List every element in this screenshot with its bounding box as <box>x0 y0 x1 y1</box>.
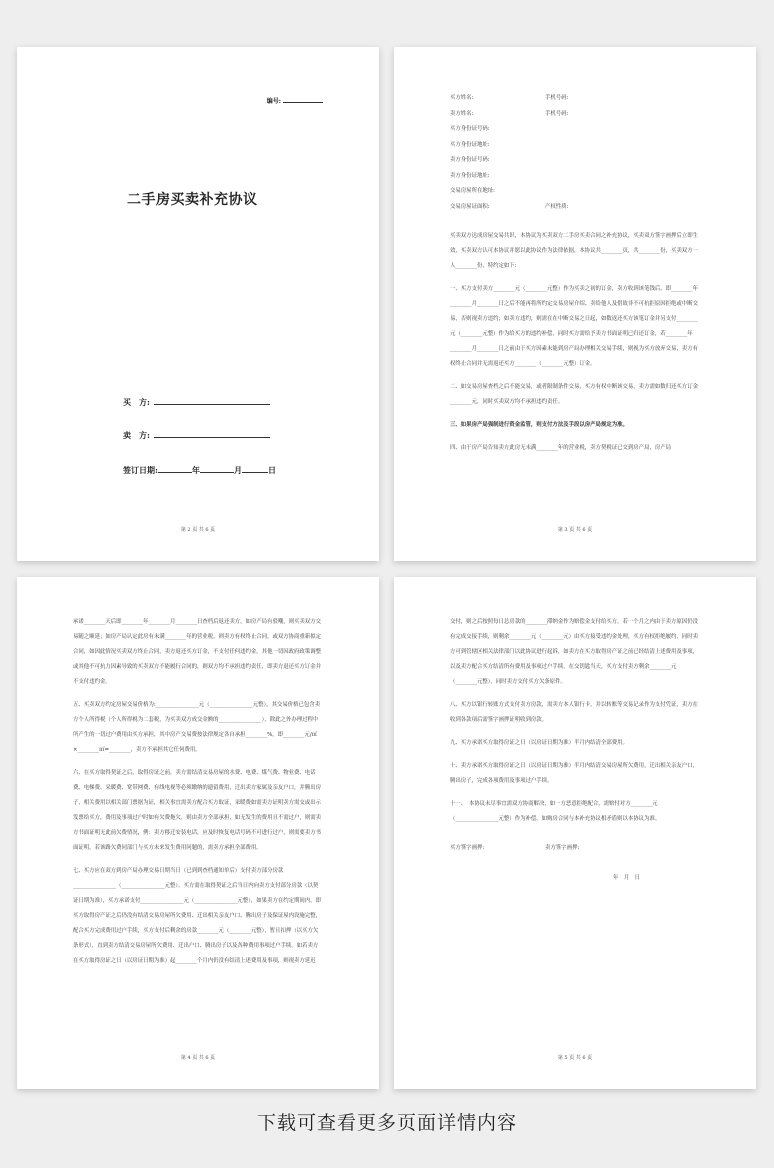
spacer <box>450 410 700 418</box>
month-label: 月 <box>233 465 242 475</box>
clause-7-continued: 交付，则之后按照每日总房款的________滞纳金作为赔偿金支付给买方，若一个月之内由于卖方原因仍没有完成交接手续，则剩余________元（________元）由买方接受违约金处理，买方有权拒绝履约，同时卖方可到管辖区相关法律部门以此协议进行起诉，如卖方在买方取得房产证之前已经结清上述费用及事项，以及卖方配合买方结清所有费用及事项过户手续，在交钥匙当天，买方支付卖方剩余________元（________元整），同时卖方交付买方欠条原件。 <box>450 619 698 685</box>
page-footer: 第 3 页 共 6 页 <box>557 527 593 533</box>
buyer-label: 买 方: <box>123 397 150 407</box>
field-right: 手机号码: <box>545 95 569 101</box>
field-right: 手机号码: <box>545 110 569 117</box>
page-content <box>450 91 700 456</box>
number-label: 编号: <box>266 98 281 105</box>
clause-8: 八、买方以银行转账方式支付卖方房款，需卖方本人银行卡，并以转账等交易记录作为支付凭证，卖方在收到各款项后需签字画押证明收到房款。 <box>450 702 698 723</box>
seller-blank <box>154 430 270 438</box>
field-label: 交易房屋证面积: <box>450 203 490 210</box>
number-blank <box>283 95 323 103</box>
spacer <box>450 274 700 282</box>
field-row <box>450 91 700 107</box>
spacer <box>450 215 700 229</box>
clause-11: 十一、 本协议未尽事宜需双方协商解决，如一方恶意拒绝配合，需赔付对方________元（________________元整）作为补偿。如购房合同与本补充协议相矛盾则以本协议为准。 <box>450 801 661 822</box>
sign-date-line <box>123 465 276 476</box>
clause-9: 九、买方承诺买方取得房证之日（以房证日期为准）半月内结清全部费用。 <box>450 740 628 746</box>
page-footer: 第 4 页 共 6 页 <box>180 1055 216 1061</box>
field-label: 卖方身份证地址: <box>450 172 490 179</box>
spacer <box>450 433 700 441</box>
field-label: 买方身份证地址: <box>450 141 490 148</box>
field-label: 买方身份证号码: <box>450 126 490 132</box>
page-4 <box>17 577 379 1089</box>
intro-paragraph: 买卖双方达成房屋交易共识，本协议为买卖双方二手房买卖合同之补充协议，买卖双方签字画押后立即生效，买卖双方认可本协议并愿以此协议作为法律依据，本协议共________页，共________份，买卖双方一人________份，特约定如下: <box>450 233 698 269</box>
page-footer: 第 2 页 共 6 页 <box>180 527 216 533</box>
field-row <box>450 169 700 185</box>
clause-2: 二、如交易房屋查档之后不能交易，或者限制条件交易，买方有权中断该交易，卖方需如数归还买方订金________元，同时买卖双方均不承担违约责任。 <box>450 384 698 405</box>
field-row <box>450 184 700 200</box>
spacer <box>450 372 700 380</box>
year-blank <box>158 465 192 473</box>
field-row <box>450 107 700 123</box>
field-label: 交易房屋所在地址: <box>450 188 495 194</box>
day-blank <box>242 465 268 473</box>
page-footer: 第 5 页 共 6 页 <box>557 1055 593 1061</box>
buyer-line <box>123 397 270 408</box>
field-row <box>450 200 700 216</box>
buyer-blank <box>154 397 270 405</box>
clause-4: 四、由于房产局告知卖方此房无未满________年的营业税，卖方契税证已交到房产局，房产局 <box>450 445 672 451</box>
seller-label: 卖 方: <box>123 430 150 440</box>
signature-date: 年 月 日 <box>613 874 640 881</box>
spacer <box>450 690 700 698</box>
agreement-number <box>267 95 323 105</box>
field-label: 卖方身份证号码: <box>450 157 490 163</box>
spacer <box>450 728 700 736</box>
spacer <box>73 856 323 864</box>
spacer <box>450 827 700 841</box>
spacer <box>450 789 700 797</box>
month-blank <box>200 465 234 473</box>
field-right: 产权性质: <box>545 203 569 210</box>
clause-7: 七、买方应在双方到房产局办理交易日期当日（已到到查档通知单后）支付卖方部分房款________________（________________元整）。买方需在取得契证之后当日内向卖方支付部分房款（以契证日期为准），买方承诺支付________________元（________________元整），如果卖方在约定期间内，即买方取得房产证之后仍没有结清交易房屋所欠费用、迁出相关亲友户口、腾出房子及保证屋内设施完整，配合买方完成费用过户手续，买方支付后剩余的房款________元（________元整），暂且扣押（以买方欠条形式），直到卖方结清交易房屋所欠费用、迁出户口、腾出房子以及各种费用事项过户手续。如若卖方在买方取得房证之日（以房证日期为准）起________个月内仍没有结清上述费用及事项，则视卖方延迟 <box>73 868 321 964</box>
spacer <box>73 758 323 766</box>
year-label: 年 <box>191 465 200 475</box>
page-3 <box>394 47 756 561</box>
seller-line <box>123 430 270 441</box>
field-label: 卖方姓名: <box>450 110 474 117</box>
download-caption: 下载可查看更多页面详情内容 <box>256 1112 517 1134</box>
field-row <box>450 138 700 154</box>
page-content <box>450 615 700 886</box>
clause-4-continued: 承诺________天后即________年________月________日查档后返还卖方，如房产局有驳嘲，则买卖双方交易随之顺延；如房产局认定此房有未满________年的营业税，则卖方有权终止合同，或双方协商重新拟定合同，如因此情况买卖双方终止合同，卖方返还买方订金，不支付任何违约金。其他一切因政府政策调整或其他不可抗力因素导致的买卖双方不能履行合同的，则双方均不承担违约责任，即卖方退还买方订金并不支付违约金。 <box>73 619 321 685</box>
page-5 <box>394 577 756 1089</box>
clause-1: 一、买方支付卖方________元（________元整）作为买卖之初的订金，卖方收到该笔钱后，即________年________月________日之后不能再将所约定交易房屋介绍、卖给他人及借故非不可抗拒原因拒绝或中断交易，否则视卖方违约；如卖方违约，则需在在中断交易之日起，如数返还买方该笔订金并另支付________元（________元整）作为给买方的违约补偿，同时买方需给予卖方书面证明已归还订金，若________年________月________日之前由于买方因素未能到房产局办理相关交易手续，则视为买方放弃交易，卖方有权终止合同并无需返还买方________（________元整）订金。 <box>450 286 698 367</box>
seller-signature-label: 卖方签字画押: <box>545 845 580 851</box>
page-content <box>73 615 323 969</box>
day-label: 日 <box>267 465 276 475</box>
spacer <box>450 751 700 759</box>
spacer <box>73 690 323 698</box>
sign-date-label: 签订日期: <box>123 465 158 475</box>
buyer-signature-label: 买方签字画押: <box>450 845 485 851</box>
page-cover <box>17 47 379 561</box>
field-label: 买方姓名: <box>450 95 474 101</box>
clause-10: 十、卖方承诺买方取得房证之日（以房证日期为准）半月内结清交易房屋所欠费用，迁出相关亲友户口，腾出房子，完成各项费用及事项过户手续。 <box>450 763 698 784</box>
clause-6: 六、在买方取得契证之后，取得房证之前，卖方需结清交易房屋的水费、电费、煤气费、物业费、电话费、电梯费、采暖费、宽带网费、有线电视等必须缴纳的遗留费用，迁出卖方家属及亲友户口，并腾出房子，相关费用以相关部门票据为证，相关事宜需卖方配合买方取证，采暖费如需卖方证明卖方需交或出示发票给买方，费用及事项过户时如有欠费拖欠，则由卖方全部承担，如无发生的费用且不需过户，则需卖方书面证明无此前欠费情况，例：卖方移迁安装电话，应及时恢复电话号码不可进行过户，则需要卖方书面证明，若该路欠费同部门与买方未来发生费用问题的，需卖方承担全部费用。 <box>73 770 321 851</box>
spacer <box>450 857 700 871</box>
clause-3: 三、如果房产局强制进行资金监管，则支付方法及手段以房产局规定为准。 <box>450 422 628 428</box>
field-row <box>450 153 700 169</box>
clause-5: 五、买卖双方约定房屋交易价格为:________________元（________________元整），其交易价格已包含卖方个人所得税（个人所得税为二套税，为买卖双方成交金额的________________），除此之外办理过程中所产生的一切过户费用由买方承担，其中房产交易费按法律规定各自承担________%，即________元/㎡×________㎡=________，卖方不承担其它任何费用。 <box>73 702 321 753</box>
agreement-title: 二手房买卖补充协议 <box>127 192 258 208</box>
field-row <box>450 122 700 138</box>
signature-row <box>450 841 700 857</box>
